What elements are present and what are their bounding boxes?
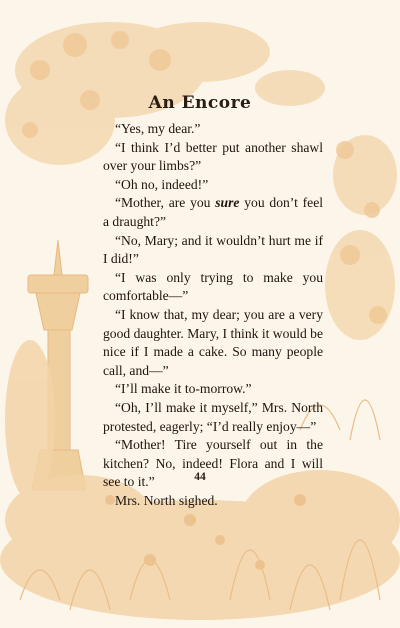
paragraph: “I’ll make it to-morrow.” (115, 381, 252, 397)
paragraph: “No, Mary; and it wouldn’t hurt me if I did!” (103, 232, 323, 267)
page-number: 44 (194, 471, 206, 483)
paragraph: “I think I’d better put another shawl over your limbs?” (103, 139, 323, 174)
paragraph (103, 194, 323, 231)
paragraph: “I was only trying to make you comfortable—” (103, 269, 323, 304)
paragraph: “I know that, my dear; you are a very good daughter. Mary, I think it would be nice if I made a cake. So many people call, and—” (103, 306, 323, 378)
paragraph: “Oh, I’ll make it myself,” Mrs. North protested, eagerly; “I’d really enjoy—” (103, 399, 323, 434)
paragraph: “Mother! Tire yourself out in the kitchen? No, indeed! Flora and I will see to it.” (103, 437, 323, 490)
paragraph: Mrs. North sighed. (115, 492, 218, 508)
emphasis: sure (215, 195, 240, 211)
paragraph: “Oh no, indeed!” (115, 176, 209, 192)
page-title: An Encore (148, 93, 252, 113)
paragraph: “Yes, my dear.” (115, 121, 201, 136)
text-run: you don’t feel a draught?” (103, 195, 323, 229)
text-run: “Mother, are you (115, 195, 216, 211)
body-text (103, 120, 323, 510)
